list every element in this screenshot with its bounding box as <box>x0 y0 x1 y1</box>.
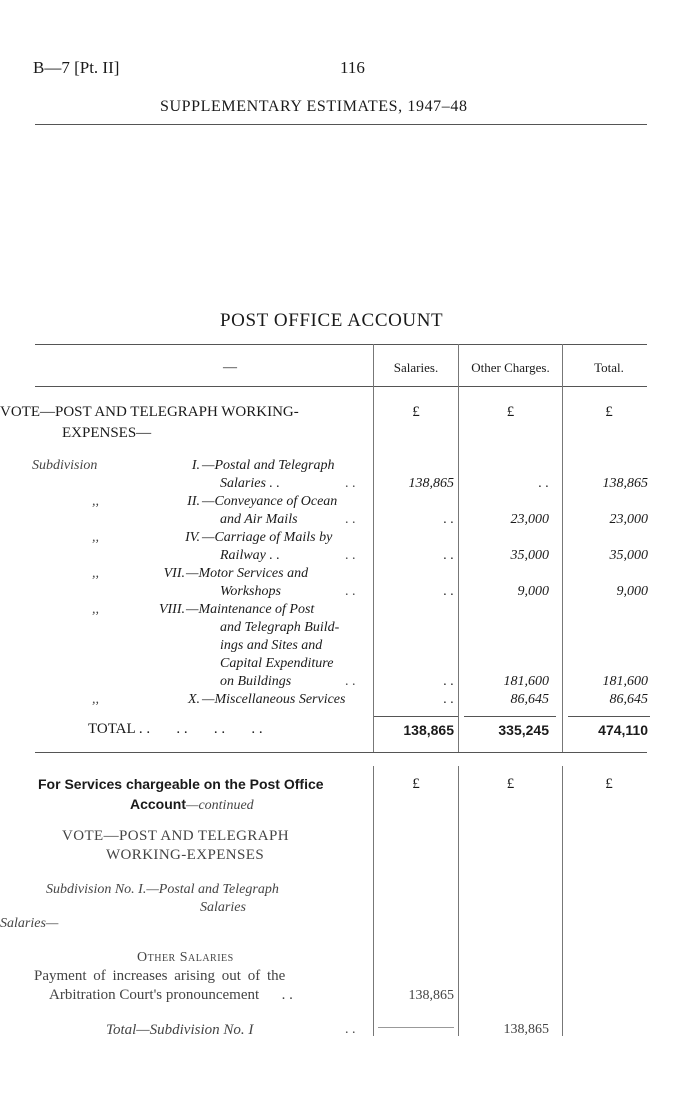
subdivision-desc-line: Railway . . <box>220 548 280 563</box>
table-bottom-rule <box>35 752 647 753</box>
subdivision-dots: . . <box>345 584 356 599</box>
total-other: 335,245 <box>498 722 549 738</box>
subdivision-prefix: ,, <box>92 692 99 707</box>
total-total: 474,110 <box>598 722 648 738</box>
subdivision-desc-line: and Telegraph Build- <box>220 620 340 635</box>
subdivision-salaries: . . <box>443 548 454 563</box>
subdivision-prefix: ,, <box>92 566 99 581</box>
subdivision-desc-line: —Carriage of Mails by <box>202 530 333 545</box>
s2-col-rule-3 <box>562 766 563 1036</box>
subdivision-number: II. <box>187 494 200 509</box>
currency-salaries: £ <box>412 404 420 420</box>
subdivision-salaries: . . <box>443 674 454 689</box>
s2-currency-other: £ <box>506 776 515 792</box>
subdivision-prefix: ,, <box>92 530 99 545</box>
subdivision-other: 181,600 <box>503 674 549 689</box>
subdivision-desc-line: —Postal and Telegraph <box>202 458 335 473</box>
subdivision-number: VIII. <box>158 602 185 617</box>
subdivision-desc-line: —Motor Services and <box>186 566 309 581</box>
page-reference: B—7 [Pt. II] <box>33 58 120 77</box>
s2-other-salaries: Other Salaries <box>137 950 234 965</box>
col-header-salaries: Salaries. <box>393 360 439 375</box>
subdivision-number: I. <box>191 458 200 473</box>
col-header-other-charges: Other Charges. <box>471 360 550 375</box>
subdivision-salaries: 138,865 <box>408 476 454 491</box>
subdivision-dots: . . <box>345 476 356 491</box>
s2-heading: For Services chargeable on the Post Office <box>38 776 324 792</box>
subdivision-desc-line: —Miscellaneous Services <box>202 692 346 707</box>
subdivision-prefix: Subdivision <box>32 458 98 473</box>
subdivision-dots: . . <box>345 674 356 689</box>
table-top-rule <box>35 344 647 345</box>
s2-total-dots: . . <box>345 1022 356 1037</box>
table-header-rule <box>35 386 647 387</box>
subdivision-total: 35,000 <box>609 548 648 563</box>
col-header-description: — <box>223 360 237 375</box>
subdivision-total: 23,000 <box>609 512 648 527</box>
currency-other: £ <box>506 404 515 420</box>
s2-payment-line1: Payment of increases arising out of the <box>34 968 286 984</box>
subdivision-other: 9,000 <box>517 584 549 599</box>
s2-heading-continued: —continued <box>186 798 254 813</box>
subdivision-desc-line: and Air Mails <box>220 512 298 527</box>
s2-vote-line1: VOTE—POST AND TELEGRAPH <box>62 828 289 844</box>
header-rule <box>35 124 647 125</box>
total-rule-other <box>464 716 556 717</box>
subdivision-desc-line: —Maintenance of Post <box>186 602 315 617</box>
s2-salaries-label: Salaries— <box>0 916 59 931</box>
page-number: 116 <box>340 58 365 77</box>
subdivision-total: 181,600 <box>602 674 648 689</box>
subdivision-other: 35,000 <box>510 548 549 563</box>
subdivision-desc-line: Salaries . . <box>220 476 280 491</box>
subdivision-salaries: . . <box>443 692 454 707</box>
subdivision-other: 86,645 <box>510 692 549 707</box>
subdivision-total: 9,000 <box>616 584 648 599</box>
subdivision-desc-line: Workshops <box>220 584 281 599</box>
subdivision-desc-line: —Conveyance of Ocean <box>202 494 338 509</box>
total-salaries: 138,865 <box>403 722 454 738</box>
total-rule-total <box>568 716 650 717</box>
subdivision-prefix: ,, <box>92 602 99 617</box>
s2-payment-value: 138,865 <box>408 988 454 1003</box>
s2-subdivision-line1: Subdivision No. I.—Postal and Telegraph <box>46 882 279 897</box>
s2-currency-total: £ <box>605 776 613 792</box>
subdivision-dots: . . <box>345 512 356 527</box>
subdivision-number: IV. <box>185 530 200 545</box>
subdivision-dots: . . <box>345 548 356 563</box>
col-header-total: Total. <box>594 360 624 375</box>
subdivision-desc-line: on Buildings <box>220 674 292 689</box>
vote-title-cont: EXPENSES— <box>62 425 152 441</box>
subdivision-desc-line: Capital Expenditure <box>220 656 334 671</box>
s2-subdivision-line2: Salaries <box>200 900 246 915</box>
vote-title: VOTE—POST AND TELEGRAPH WORKING- <box>0 404 299 420</box>
subdivision-total: 138,865 <box>602 476 648 491</box>
subdivision-desc-line: ings and Sites and <box>220 638 323 653</box>
subdivision-other: . . <box>538 476 549 491</box>
subdivision-total: 86,645 <box>609 692 648 707</box>
s2-total-value: 138,865 <box>503 1022 549 1037</box>
s2-total-rule <box>378 1027 454 1028</box>
currency-total: £ <box>605 404 613 420</box>
total-rule-salaries <box>374 716 458 717</box>
subdivision-other: 23,000 <box>510 512 549 527</box>
total-label: TOTAL . . . . . . . . <box>88 721 263 737</box>
section-title: POST OFFICE ACCOUNT <box>220 310 444 331</box>
subdivision-salaries: . . <box>443 512 454 527</box>
s2-col-rule-2 <box>458 766 459 1036</box>
running-title: SUPPLEMENTARY ESTIMATES, 1947–48 <box>160 98 468 115</box>
subdivision-number: VII. <box>163 566 185 581</box>
subdivision-number: X. <box>187 692 200 707</box>
subdivision-prefix: ,, <box>92 494 99 509</box>
s2-heading-account: Account <box>130 796 186 812</box>
s2-payment-line2: Arbitration Court's pronouncement . . <box>49 987 293 1003</box>
s2-total-label: Total—Subdivision No. I <box>106 1022 254 1038</box>
s2-vote-line2: WORKING-EXPENSES <box>106 847 265 863</box>
s2-heading-line2 <box>130 796 254 814</box>
s2-currency-salaries: £ <box>412 776 420 792</box>
subdivision-salaries: . . <box>443 584 454 599</box>
